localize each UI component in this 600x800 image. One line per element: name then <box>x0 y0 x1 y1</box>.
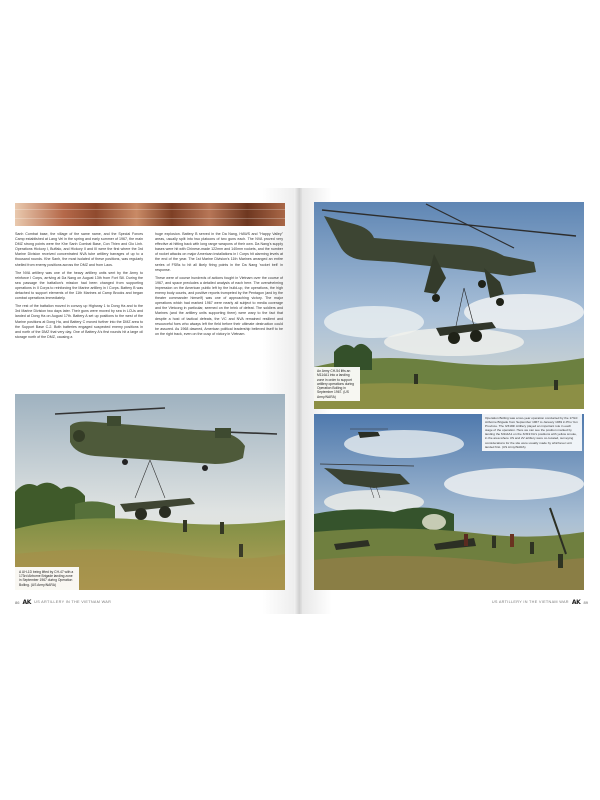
right-footer <box>492 598 588 606</box>
running-head: US ARTILLERY IN THE VIETNAM WAR <box>34 600 112 604</box>
paragraph: Sanh Combat base, the village of the same name, and the Special Forces Camp established at Lang Vei in the spring and early summer of 1967, the main DMZ strong points were the Khe Sanh Combat Base, Con Thien and Gio Linh. Operations Hickory I, Buffalo, and Hickory II and III were the first where the 3rd Marine Division received concentrated NVA tube artillery barrages of up to a thousand rounds. Khe Sanh, the most isolated of these positions, was regularly shelled from enemy positions across the DMZ and from Laos. <box>15 232 143 267</box>
right-page <box>302 188 600 614</box>
left-footer <box>15 598 111 606</box>
landing-zone-photo <box>314 414 584 590</box>
photo-caption-box <box>314 367 360 401</box>
header-photo-strip <box>15 203 285 226</box>
running-head: US ARTILLERY IN THE VIETNAM WAR <box>491 600 569 604</box>
photo-caption-box <box>15 567 79 590</box>
skycrane-photo <box>314 202 584 409</box>
paragraph: These were of course hundreds of actions fought in Vietnam over the course of 1967, and space precludes a detailed analysis of each here. The overwhelming impression on the American public left by the build-up, the operations, the high enemy body counts, and positive reports trumpeted by the Pentagon (and by the theater commander himself) was one of approaching victory. The major operations which had marked 1967 were nearly all subject to media coverage and the Vietcong in particular, seemed on the brink of defeat. The soldiers and Marines (and the artillery units supporting them) were wary to the fact that despite a host of tactical defeats, the VC and NVA remained resilient and resourceful foes who always left the field before their ultimate destruction could be assured. As 1968 dawned, American political leadership believed itself to be on the right track, even on the cusp of victory in Vietnam. <box>155 275 283 336</box>
photo-caption: A UH-1D being lifted by CH-47 with a 173rd Airborne Brigade landing zone in September 1967 during Operation Bolling. (US Army/NARA) <box>19 569 74 587</box>
publisher-logo: AK <box>22 598 32 606</box>
photo-caption: An Army CH-54 lifts an M114A1 into a landing zone in order to support artillery operations during Operation Bolling in September 1967. (US Army/NARA) <box>317 369 355 399</box>
chinook-lift-photo <box>15 394 285 590</box>
publisher-logo: AK <box>571 598 581 606</box>
left-page <box>0 188 298 614</box>
text-column-2 <box>155 232 283 340</box>
text-column-1 <box>15 232 143 343</box>
body-text <box>15 232 285 388</box>
book-spread <box>0 188 600 614</box>
page-number: 86 <box>15 599 20 605</box>
page-number: 89 <box>583 599 588 605</box>
paragraph: The rest of the battalion moved in convoy up Highway 1 to Dong Ha and to the 3rd Marine Division two days later. Their guns were moved by sea in LCUs and landed at Dong Ha on August 17th. Battery A set up positions to the west of the Marine positions at Dong Ha, and Battery C moved further into the DMZ area to the Support Base C-2. Both batteries engaged suspected enemy positions in and north of the DMZ that very day. One of Battery A's first rounds hit a large oil storage north of the DMZ, causing a <box>15 304 143 339</box>
photo-caption: Operation Bolling was a two-year operation conducted by the 173rd Airborne Brigade from September 1967 to January 1969 in Phu Yen Province. The 3/319th Artillery played an important role in each stage of the operation. Here we can see the position marked by landing the M114A1 on the 3/319 FA's positions with yellow smoke, in the area where US and 2V artillery were co-located, surveying considerations for the site were usually made by whichever unit landed first. (US Army/NARA) <box>485 416 578 449</box>
paragraph: huge explosion. Battery B served in the Da Nang, HAWS and "Happy Valley" areas, usually split into two platoons of two guns each. The NVA proved very effective at hitting back with long range weapons of their own. Da Nang's supply bases were hit with Chinese-made 122mm and 140mm rockets, and the number of rocket attacks on major American installations in I Corps hit alarming levels at the end of the year. The 1st Marine Division's 11th Marines arranged an entire series of FSBs to hit all likely firing points in the Da Nang 'rocket belt' in response. <box>155 232 283 272</box>
photo-caption-box <box>482 414 582 451</box>
paragraph: The NVA artillery was one of the heavy artillery units sent by the Army to reinforce I Corps, arriving at Da Nang on August 13th from Fort Sill. During the sea passage the battalion's mission had been changed from supporting operations in II Corps to reinforcing the Marine artillery in I Corps. Battery B was detached to support elements of the 11th Marines at Camp Brooks and began combat operations immediately. <box>15 270 143 301</box>
